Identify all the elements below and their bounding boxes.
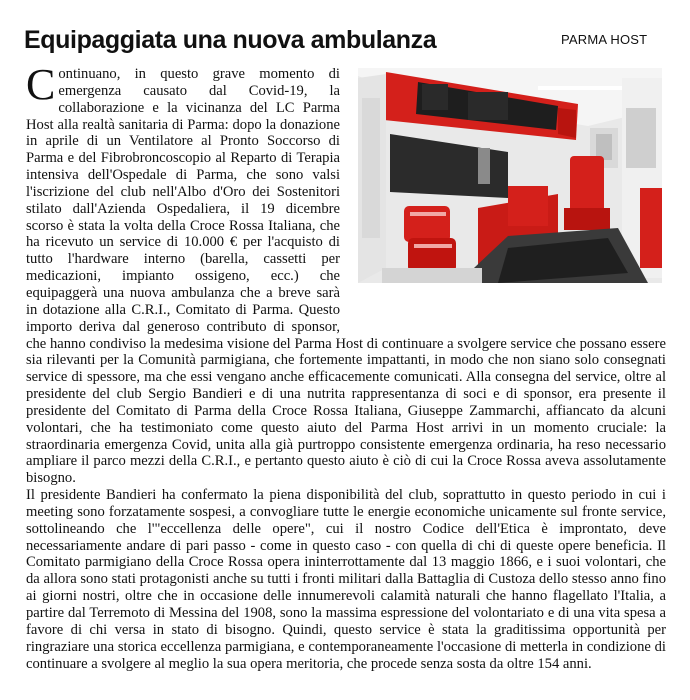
drop-cap: C: [26, 60, 56, 109]
article-title: Equipaggiata una nuova ambulanza: [24, 26, 437, 54]
image-wrap-space: [340, 66, 666, 321]
article-body: [26, 60, 666, 672]
section-label: PARMA HOST: [561, 32, 648, 47]
article-paragraph-2: Il presidente Bandieri ha confermato la piena disponibilità del club, soprattutto in questo periodo in cui i meeting sono forzatamente sospesi, a convogliare tutte le energie economiche unicamente sul fronte service, sottolineando che l'"eccellenza delle opere", cui il nostro Codice dell'Etica è improntato, deve necessariamente andare di pari passo - come in questo caso - con quella di chi di queste opere beneficia. Il Comitato parmigiano della Croce Rossa opera ininterrottamente dal 13 maggio 1866, e i suoi volontari, che da allora sono stati protagonisti anche su tutti i fronti militari dalla Battaglia di Custoza dello stesso anno fino ai giorni nostri, oltre che in occasione delle innumerevoli calamità naturali che hanno flagellato l'Italia, a partire dal Terremoto di Messina del 1908, sono la massima espressione del volontariato e di una vita spesa a favore di chi versa in stato di bisogno. Quindi, questo service è stata la graditissima opportunità per ringraziare una storica eccellenza parmigiana, e contemporaneamente l'occasione di metterla in condizione di continuare a svolgere al meglio la sua opera meritoria, che procede senza sosta da oltre 154 anni.: [26, 487, 666, 672]
paragraph-1-text: ontinuano, in questo grave momento di emergenza causato dal Covid-19, la collaborazione e la vicinanza del LC Parma Host alla realtà sanitaria di Parma: dopo la donazione in aprile di un Ventilatore al Pronto Soccorso di Parma e del Fibrobroncoscopio al Reparto di Terapia intensiva dell'Ospedale di Parma, che sono valsi l'iscrizione del club nell'Albo d'Oro dei Sostenitori stilato dall'Azienda Ospedaliera, il 19 dicembre scorso è stata la volta della Croce Rossa Italiana, che ha ricevuto un service di 10.000 € per l'acquisto di tutto l'hardware interno (barella, cassetti per medicazioni, impianto ossigeno, ecc.) che equipaggerà una nuova ambulanza che a breve sarà in dotazione alla C.R.I., Comitato di Parma. Questo importo deriva dal generoso contributo di sponsor, che hanno condiviso la medesima visione del Parma Host di continuare a svolgere service che possano essere sia rilevanti per la Comunità parmigiana, che fortemente impattanti, in modo che non siano solo consegnati service di spessore, ma che essi vengano anche efficacemente comunicati. Alla consegna del service, oltre al presidente del club Sergio Bandieri e di una nutrita rappresentanza di soci e di sponsor, era presente il presidente del Comitato di Parma della Croce Rossa Italiana, Giuseppe Zammarchi, affiancato da alcuni volontari, che ha testimoniato come questo aiuto del Parma Host arrivi in un momento cruciale: la straordinaria emergenza Covid, unita alla già purtroppo consistente emergenza ordinaria, ha reso necessario ampliare il parco mezzi della C.R.I., e pertanto questo aiuto è ciò di cui la Croce Rossa aveva assolutamente bisogno.: [26, 66, 666, 487]
